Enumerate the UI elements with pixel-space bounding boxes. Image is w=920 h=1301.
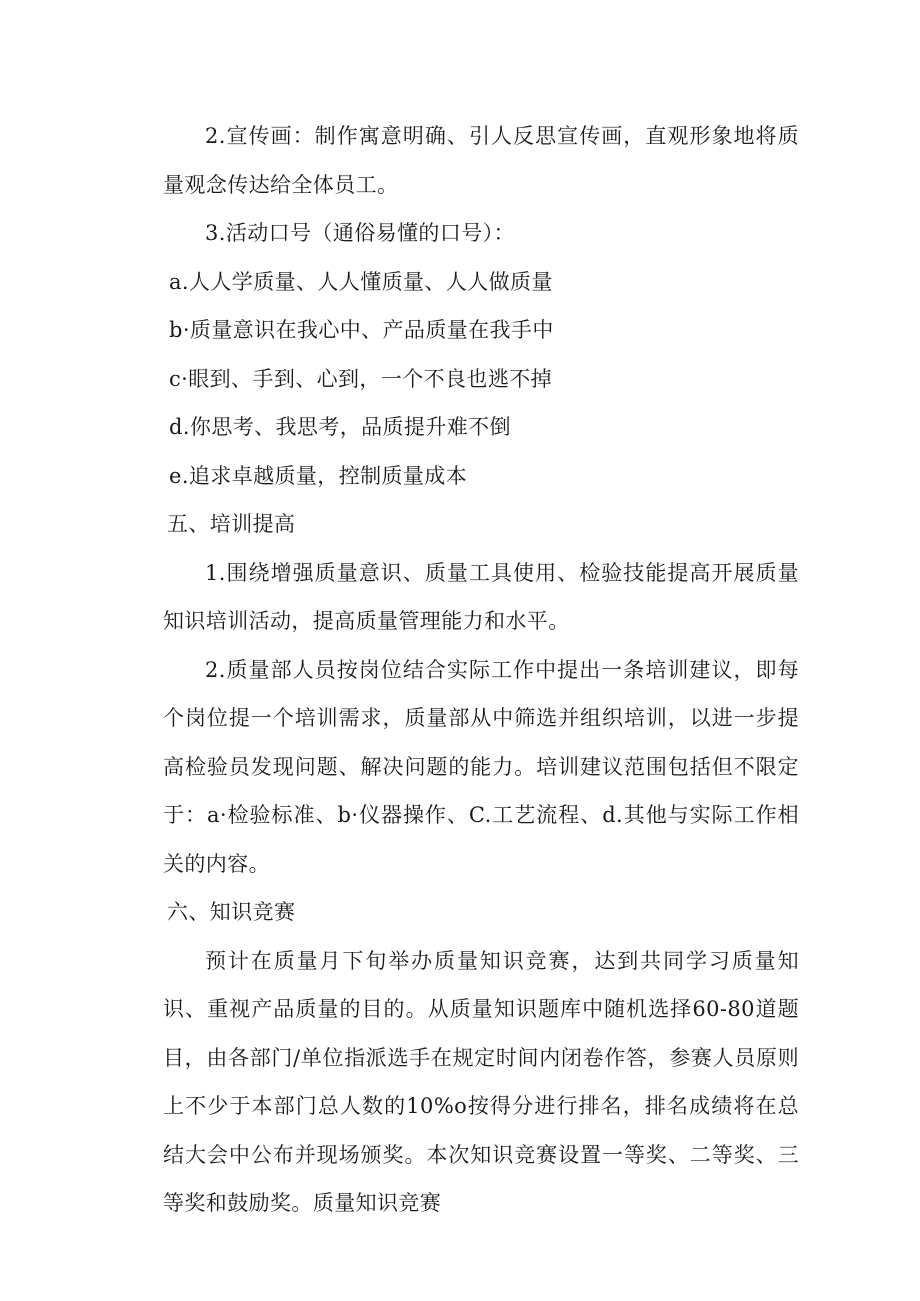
- paragraph-poster: 2.宣传画：制作寓意明确、引人反思宣传画，直观形象地将质量观念传达给全体员工。: [163, 124, 799, 197]
- slogan-item-e: e.追求卓越质量，控制质量成本: [169, 463, 468, 488]
- slogan-item-d: d.你思考、我思考，品质提升难不倒: [169, 415, 511, 439]
- slogan-item-c: c·眼到、手到、心到，一个不良也逃不掉: [169, 366, 553, 391]
- section-heading-competition: 六、知识竞赛: [167, 900, 296, 924]
- paragraph-slogan-title: 3.活动口号（通俗易懂的口号）：: [205, 221, 515, 245]
- document-body: [163, 112, 799, 1228]
- slogan-item-a: a.人人学质量、人人懂质量、人人做质量: [169, 269, 553, 294]
- paragraph-competition: 预计在质量月下旬举办质量知识竞赛，达到共同学习质量知识、重视产品质量的目的。从质量知识题库中随机选择60-80道题目，由各部门/单位指派选手在规定时间内闭卷作答，参赛人员原则上不少于本部门总人数的10%o按得分进行排名，排名成绩将在总结大会中公布并现场颁奖。本次知识竞赛设置一等奖、二等奖、三等奖和鼓励奖。质量知识竞赛: [163, 948, 799, 1215]
- slogan-item-b: b·质量意识在我心中、产品质量在我手中: [169, 318, 554, 342]
- paragraph-training-2: 2.质量部人员按岗位结合实际工作中提出一条培训建议，即每个岗位提一个培训需求，质量部从中筛选并组织培训，以进一步提高检验员发现问题、解决问题的能力。培训建议范围包括但不限定于：a·检验标准、b·仪器操作、C.工艺流程、d.其他与实际工作相关的内容。: [163, 657, 799, 876]
- section-heading-training: 五、培训提高: [167, 512, 296, 536]
- paragraph-training-1: 1.围绕增强质量意识、质量工具使用、检验技能提高开展质量知识培训活动，提高质量管理能力和水平。: [163, 560, 799, 633]
